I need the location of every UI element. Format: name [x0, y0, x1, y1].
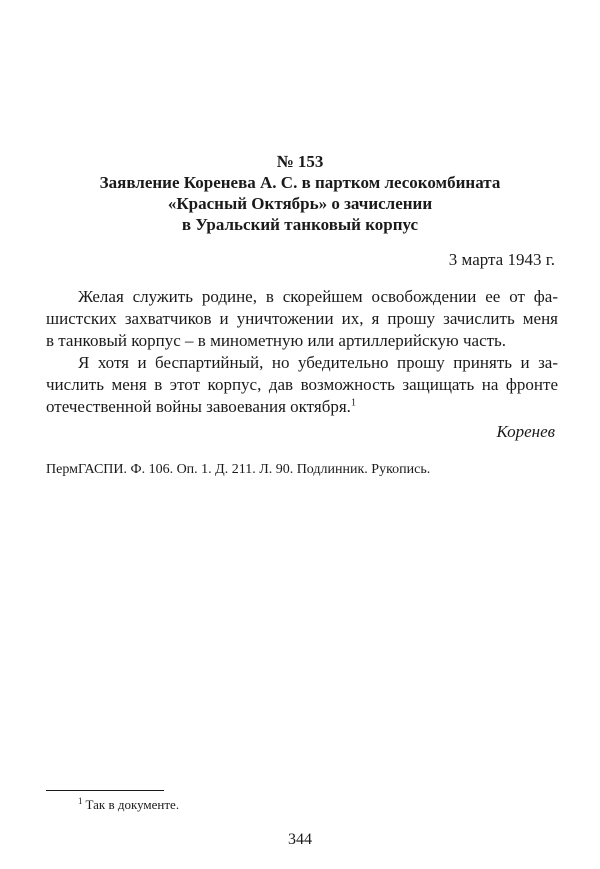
document-date: 3 марта 1943 г.: [448, 250, 555, 269]
body-line-last: [46, 396, 558, 418]
document-title-line: Заявление Коренева А. С. в партком лесокомбината: [99, 173, 501, 192]
document-title-line: «Красный Октябрь» о зачислении: [167, 194, 433, 213]
footnote-marker: 1: [78, 795, 83, 806]
body-line: Я хотя и беспартийный, но убедительно прошу принять и за-: [78, 353, 558, 372]
document-number: № 153: [276, 152, 324, 171]
page-number: 344: [288, 831, 312, 848]
document-title-line: в Уральский танковый корпус: [181, 215, 419, 234]
footnote-divider: [46, 790, 164, 791]
body-line: в танковый корпус – в минометную или артиллерийскую часть.: [46, 331, 507, 350]
body-line: числить меня в этот корпус, дав возможность защищать на фронте: [46, 375, 558, 394]
body-line-text: отечественной войны завоевания октября.: [46, 397, 351, 416]
footnote: [78, 797, 179, 813]
body-line: шистских захватчиков и уничтожении их, я прошу зачислить меня: [46, 309, 558, 328]
signature: Коренев: [496, 422, 555, 441]
archive-source: ПермГАСПИ. Ф. 106. Оп. 1. Д. 211. Л. 90. Подлинник. Рукопись.: [46, 462, 431, 477]
document-heading: [40, 151, 560, 235]
body-line: Желая служить родине, в скорейшем освобождении ее от фа-: [78, 287, 558, 306]
footnote-text: Так в документе.: [85, 797, 180, 812]
footnote-reference[interactable]: 1: [350, 397, 356, 409]
document-body: [46, 286, 558, 418]
